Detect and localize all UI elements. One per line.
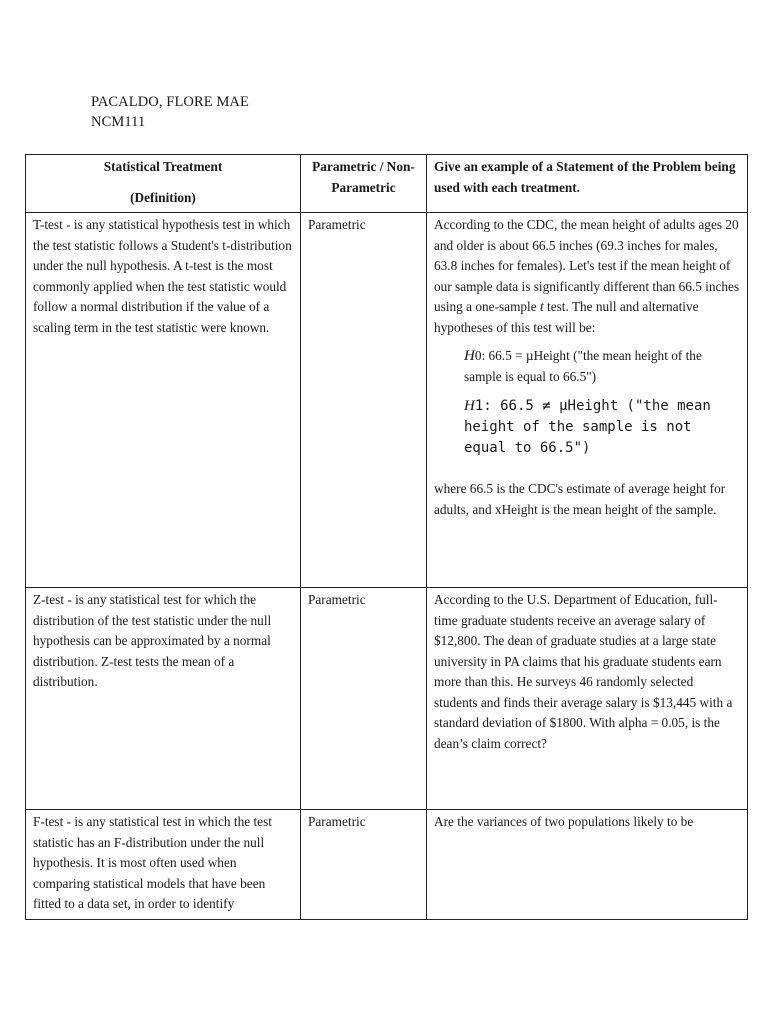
course-code: NCM111 (91, 114, 146, 130)
header-statistical-treatment: Statistical Treatment (Definition) (26, 155, 301, 213)
table-row (26, 213, 748, 588)
alternative-hypothesis: H1: 66.5 ≠ µHeight ("the mean height of the sample is not equal to 66.5") (464, 398, 711, 456)
null-hypothesis: H0: 66.5 = µHeight ("the mean height of the sample is equal to 66.5") (464, 348, 702, 384)
example-intro: According to the CDC, the mean height of adults ages 20 and older is about 66.5 inches (69.3 inches for males, 63.8 inches for females). Let's test if the mean height of our sample data is significantly different than 66.5 inches using a one-sample t test. The null and alternative hypotheses of this test will be: (434, 217, 740, 335)
student-name: PACALDO, FLORE MAE (91, 94, 249, 110)
table-row (26, 588, 748, 810)
header-example: Give an example of a Statement of the Problem being used with each treatment. (427, 155, 748, 213)
student-header (91, 92, 249, 132)
example-cell: According to the U.S. Department of Education, full-time graduate students receive an average salary of $12,800. The dean of graduate studies at a large state university in PA claims that his graduate students earn more than this. He surveys 46 randomly selected students and finds their average salary is $13,445 with a standard deviation of $1800. With alpha = 0.05, is the dean’s claim correct? (427, 588, 748, 810)
example-outro: where 66.5 is the CDC's estimate of average height for adults, and xHeight is the mean height of the sample. (434, 481, 726, 517)
definition-cell: Z-test - is any statistical test for which the distribution of the test statistic under the null hypothesis can be approximated by a normal distribution. Z-test tests the mean of a distribution. (26, 588, 301, 810)
statistical-treatment-table (25, 154, 748, 920)
type-cell: Parametric (301, 588, 427, 810)
type-cell: Parametric (301, 810, 427, 920)
type-cell: Parametric (301, 213, 427, 588)
header-parametric: Parametric / Non-Parametric (301, 155, 427, 213)
definition-cell: T-test - is any statistical hypothesis test in which the test statistic follows a Student's t-distribution under the null hypothesis. A t-test is the most commonly applied when the test statistic would follow a normal distribution if the value of a scaling term in the test statistic were known. (26, 213, 301, 588)
table-row (26, 810, 748, 920)
example-cell (427, 213, 748, 588)
table-header-row (26, 155, 748, 213)
example-cell: Are the variances of two populations likely to be (427, 810, 748, 920)
definition-cell: F-test - is any statistical test in which the test statistic has an F-distribution under the null hypothesis. It is most often used when comparing statistical models that have been fitted to a data set, in order to identify (26, 810, 301, 920)
